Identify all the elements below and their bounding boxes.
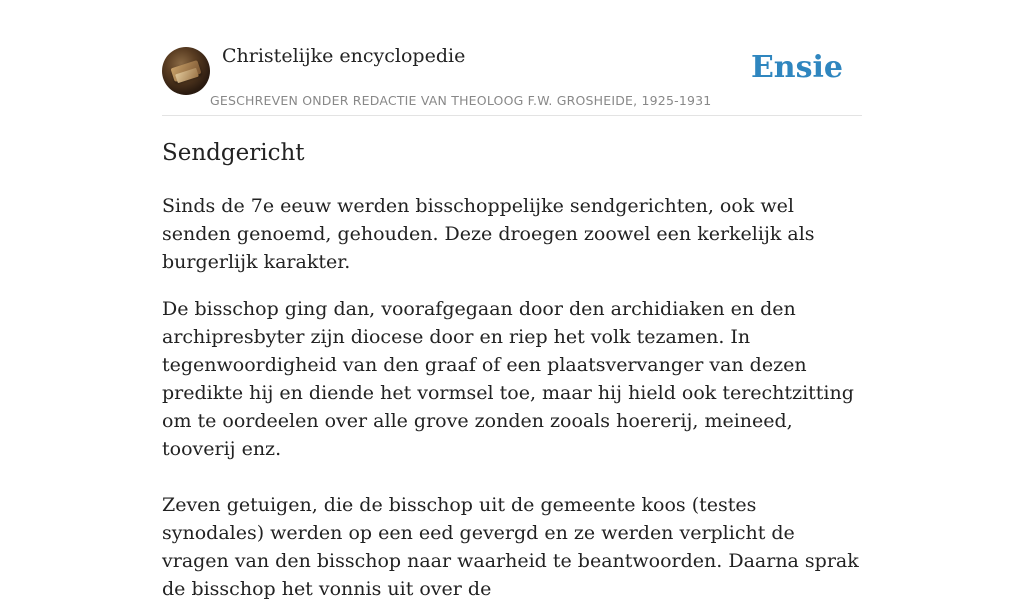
site-title[interactable]: Christelijke encyclopedie bbox=[222, 45, 466, 67]
site-subtitle: GESCHREVEN ONDER REDACTIE VAN THEOLOOG F.W. GROSHEIDE, 1925-1931 bbox=[210, 93, 712, 108]
brand-logo-link[interactable]: Ensie bbox=[750, 50, 843, 85]
article-body bbox=[162, 192, 862, 603]
article-paragraph: Zeven getuigen, die de bisschop uit de gemeente koos (testes synodales) werden op een eed gevergd en ze werden verplicht de vragen van den bisschop naar waarheid te beantwoorden. Daarna sprak de bisschop het vonnis uit over de bbox=[162, 494, 859, 600]
article-paragraph: De bisschop ging dan, voorafgegaan door den archidiaken en den archipresbyter zijn diocese door en riep het volk tezamen. In tegenwoordigheid van den graaf of een plaatsvervanger van dezen predikte hij en diende het vormsel toe, maar hij hield ook terechtzitting om te oordeelen over alle grove zonden zooals hoererij, meineed, tooverij enz. bbox=[162, 298, 854, 460]
header-divider bbox=[162, 115, 862, 116]
article-title: Sendgericht bbox=[162, 140, 305, 166]
site-logo-avatar[interactable] bbox=[162, 47, 210, 95]
article-paragraph: Sinds de 7e eeuw werden bisschoppelijke sendgerichten, ook wel senden genoemd, gehouden. Deze droegen zoowel een kerkelijk als burgerlijk karakter. bbox=[162, 195, 815, 273]
